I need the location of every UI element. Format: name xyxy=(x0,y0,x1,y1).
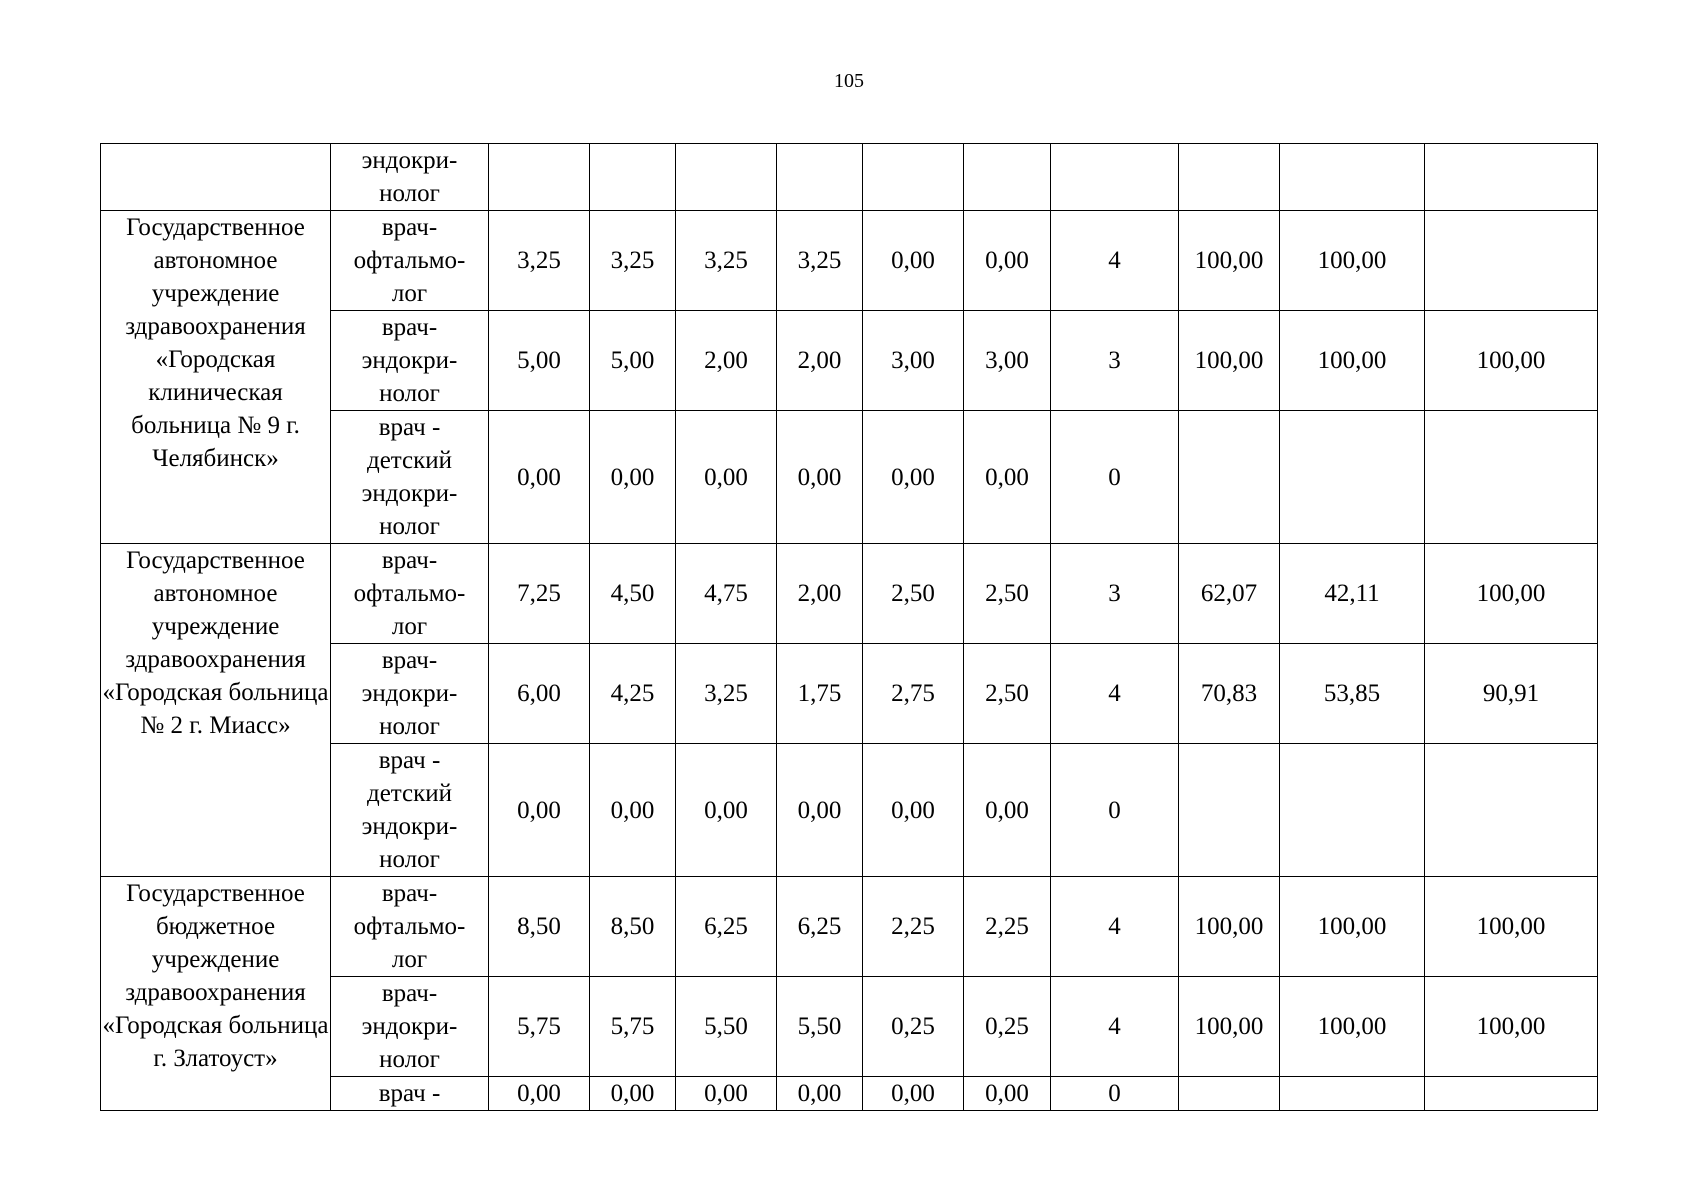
value-cell: 0,00 xyxy=(863,211,964,311)
specialty-cell: врач- офтальмо- лог xyxy=(331,544,489,644)
value-cell xyxy=(676,144,777,211)
value-cell: 0,25 xyxy=(863,977,964,1077)
value-cell: 8,50 xyxy=(590,877,676,977)
value-cell: 0,00 xyxy=(964,1077,1051,1111)
value-cell xyxy=(1051,144,1179,211)
value-cell: 0 xyxy=(1051,411,1179,544)
value-cell: 3 xyxy=(1051,544,1179,644)
value-cell: 5,75 xyxy=(590,977,676,1077)
value-cell: 2,00 xyxy=(777,311,863,411)
value-cell: 3,25 xyxy=(489,211,590,311)
value-cell xyxy=(489,144,590,211)
value-cell xyxy=(1179,411,1280,544)
value-cell: 5,50 xyxy=(676,977,777,1077)
value-cell xyxy=(1179,744,1280,877)
value-cell xyxy=(863,144,964,211)
value-cell: 6,00 xyxy=(489,644,590,744)
value-cell: 100,00 xyxy=(1425,311,1598,411)
value-cell: 0,00 xyxy=(590,411,676,544)
value-cell: 2,25 xyxy=(964,877,1051,977)
value-cell: 0,00 xyxy=(863,1077,964,1111)
specialty-cell: врач- офтальмо- лог xyxy=(331,211,489,311)
value-cell: 100,00 xyxy=(1179,211,1280,311)
value-cell: 0,00 xyxy=(590,744,676,877)
value-cell xyxy=(1280,411,1425,544)
value-cell: 100,00 xyxy=(1280,211,1425,311)
value-cell: 2,75 xyxy=(863,644,964,744)
value-cell: 3,25 xyxy=(676,644,777,744)
value-cell: 0,00 xyxy=(676,411,777,544)
value-cell: 3,00 xyxy=(964,311,1051,411)
value-cell: 4,25 xyxy=(590,644,676,744)
value-cell: 2,00 xyxy=(676,311,777,411)
specialty-cell: врач - xyxy=(331,1077,489,1111)
specialty-cell: врач- эндокри- нолог xyxy=(331,311,489,411)
value-cell: 100,00 xyxy=(1425,877,1598,977)
value-cell: 7,25 xyxy=(489,544,590,644)
organization-cell: Государственное бюджетное учреждение здравоохранения «Городская больница г. Златоуст» xyxy=(101,877,331,1111)
value-cell: 4 xyxy=(1051,877,1179,977)
value-cell xyxy=(1425,411,1598,544)
value-cell: 0,00 xyxy=(964,211,1051,311)
page-number: 105 xyxy=(834,70,864,92)
value-cell: 2,00 xyxy=(777,544,863,644)
value-cell xyxy=(1280,144,1425,211)
value-cell: 0,00 xyxy=(863,744,964,877)
value-cell: 0,00 xyxy=(489,411,590,544)
staffing-table xyxy=(100,143,1598,1111)
value-cell: 0,00 xyxy=(777,744,863,877)
value-cell: 8,50 xyxy=(489,877,590,977)
value-cell: 0 xyxy=(1051,1077,1179,1111)
value-cell xyxy=(1280,1077,1425,1111)
value-cell: 100,00 xyxy=(1179,311,1280,411)
value-cell xyxy=(1179,144,1280,211)
value-cell: 70,83 xyxy=(1179,644,1280,744)
value-cell: 0,00 xyxy=(964,411,1051,544)
value-cell: 90,91 xyxy=(1425,644,1598,744)
value-cell: 100,00 xyxy=(1425,977,1598,1077)
value-cell: 5,00 xyxy=(489,311,590,411)
organization-cell xyxy=(101,144,331,211)
value-cell: 42,11 xyxy=(1280,544,1425,644)
specialty-cell: врач - детский эндокри- нолог xyxy=(331,411,489,544)
value-cell xyxy=(1425,744,1598,877)
value-cell: 53,85 xyxy=(1280,644,1425,744)
value-cell: 100,00 xyxy=(1280,977,1425,1077)
value-cell: 0,00 xyxy=(863,411,964,544)
specialty-cell: врач- офтальмо- лог xyxy=(331,877,489,977)
specialty-cell: врач - детский эндокри- нолог xyxy=(331,744,489,877)
value-cell: 0,00 xyxy=(489,744,590,877)
value-cell xyxy=(1280,744,1425,877)
value-cell: 62,07 xyxy=(1179,544,1280,644)
organization-cell: Государственное автономное учреждение здравоохранения «Городская больница № 2 г. Миасс» xyxy=(101,544,331,877)
value-cell: 3,25 xyxy=(590,211,676,311)
value-cell: 3,00 xyxy=(863,311,964,411)
value-cell: 4 xyxy=(1051,211,1179,311)
value-cell xyxy=(1425,144,1598,211)
value-cell: 5,50 xyxy=(777,977,863,1077)
value-cell: 0,00 xyxy=(777,411,863,544)
table-row xyxy=(101,544,1598,644)
value-cell: 0,25 xyxy=(964,977,1051,1077)
value-cell: 100,00 xyxy=(1280,311,1425,411)
value-cell xyxy=(1425,1077,1598,1111)
table-row xyxy=(101,877,1598,977)
value-cell: 100,00 xyxy=(1179,877,1280,977)
value-cell xyxy=(964,144,1051,211)
value-cell: 100,00 xyxy=(1425,544,1598,644)
value-cell xyxy=(777,144,863,211)
value-cell: 0,00 xyxy=(676,1077,777,1111)
specialty-cell: врач- эндокри- нолог xyxy=(331,977,489,1077)
specialty-cell: врач- эндокри- нолог xyxy=(331,644,489,744)
value-cell: 4 xyxy=(1051,977,1179,1077)
value-cell: 3,25 xyxy=(676,211,777,311)
table-row xyxy=(101,211,1598,311)
value-cell xyxy=(590,144,676,211)
value-cell: 0,00 xyxy=(590,1077,676,1111)
value-cell: 3 xyxy=(1051,311,1179,411)
value-cell: 5,00 xyxy=(590,311,676,411)
value-cell: 2,50 xyxy=(863,544,964,644)
value-cell: 100,00 xyxy=(1280,877,1425,977)
value-cell: 5,75 xyxy=(489,977,590,1077)
value-cell: 1,75 xyxy=(777,644,863,744)
value-cell: 2,50 xyxy=(964,544,1051,644)
value-cell: 100,00 xyxy=(1179,977,1280,1077)
value-cell: 6,25 xyxy=(777,877,863,977)
value-cell: 6,25 xyxy=(676,877,777,977)
value-cell: 0,00 xyxy=(489,1077,590,1111)
value-cell: 3,25 xyxy=(777,211,863,311)
value-cell: 0,00 xyxy=(777,1077,863,1111)
value-cell: 4 xyxy=(1051,644,1179,744)
value-cell: 4,75 xyxy=(676,544,777,644)
value-cell: 2,25 xyxy=(863,877,964,977)
organization-cell: Государственное автономное учреждение здравоохранения «Городская клиническая больница № 9 г. Челябинск» xyxy=(101,211,331,544)
value-cell: 2,50 xyxy=(964,644,1051,744)
value-cell xyxy=(1179,1077,1280,1111)
table-row xyxy=(101,144,1598,211)
value-cell: 4,50 xyxy=(590,544,676,644)
specialty-cell: эндокри- нолог xyxy=(331,144,489,211)
value-cell: 0 xyxy=(1051,744,1179,877)
value-cell xyxy=(1425,211,1598,311)
value-cell: 0,00 xyxy=(964,744,1051,877)
value-cell: 0,00 xyxy=(676,744,777,877)
